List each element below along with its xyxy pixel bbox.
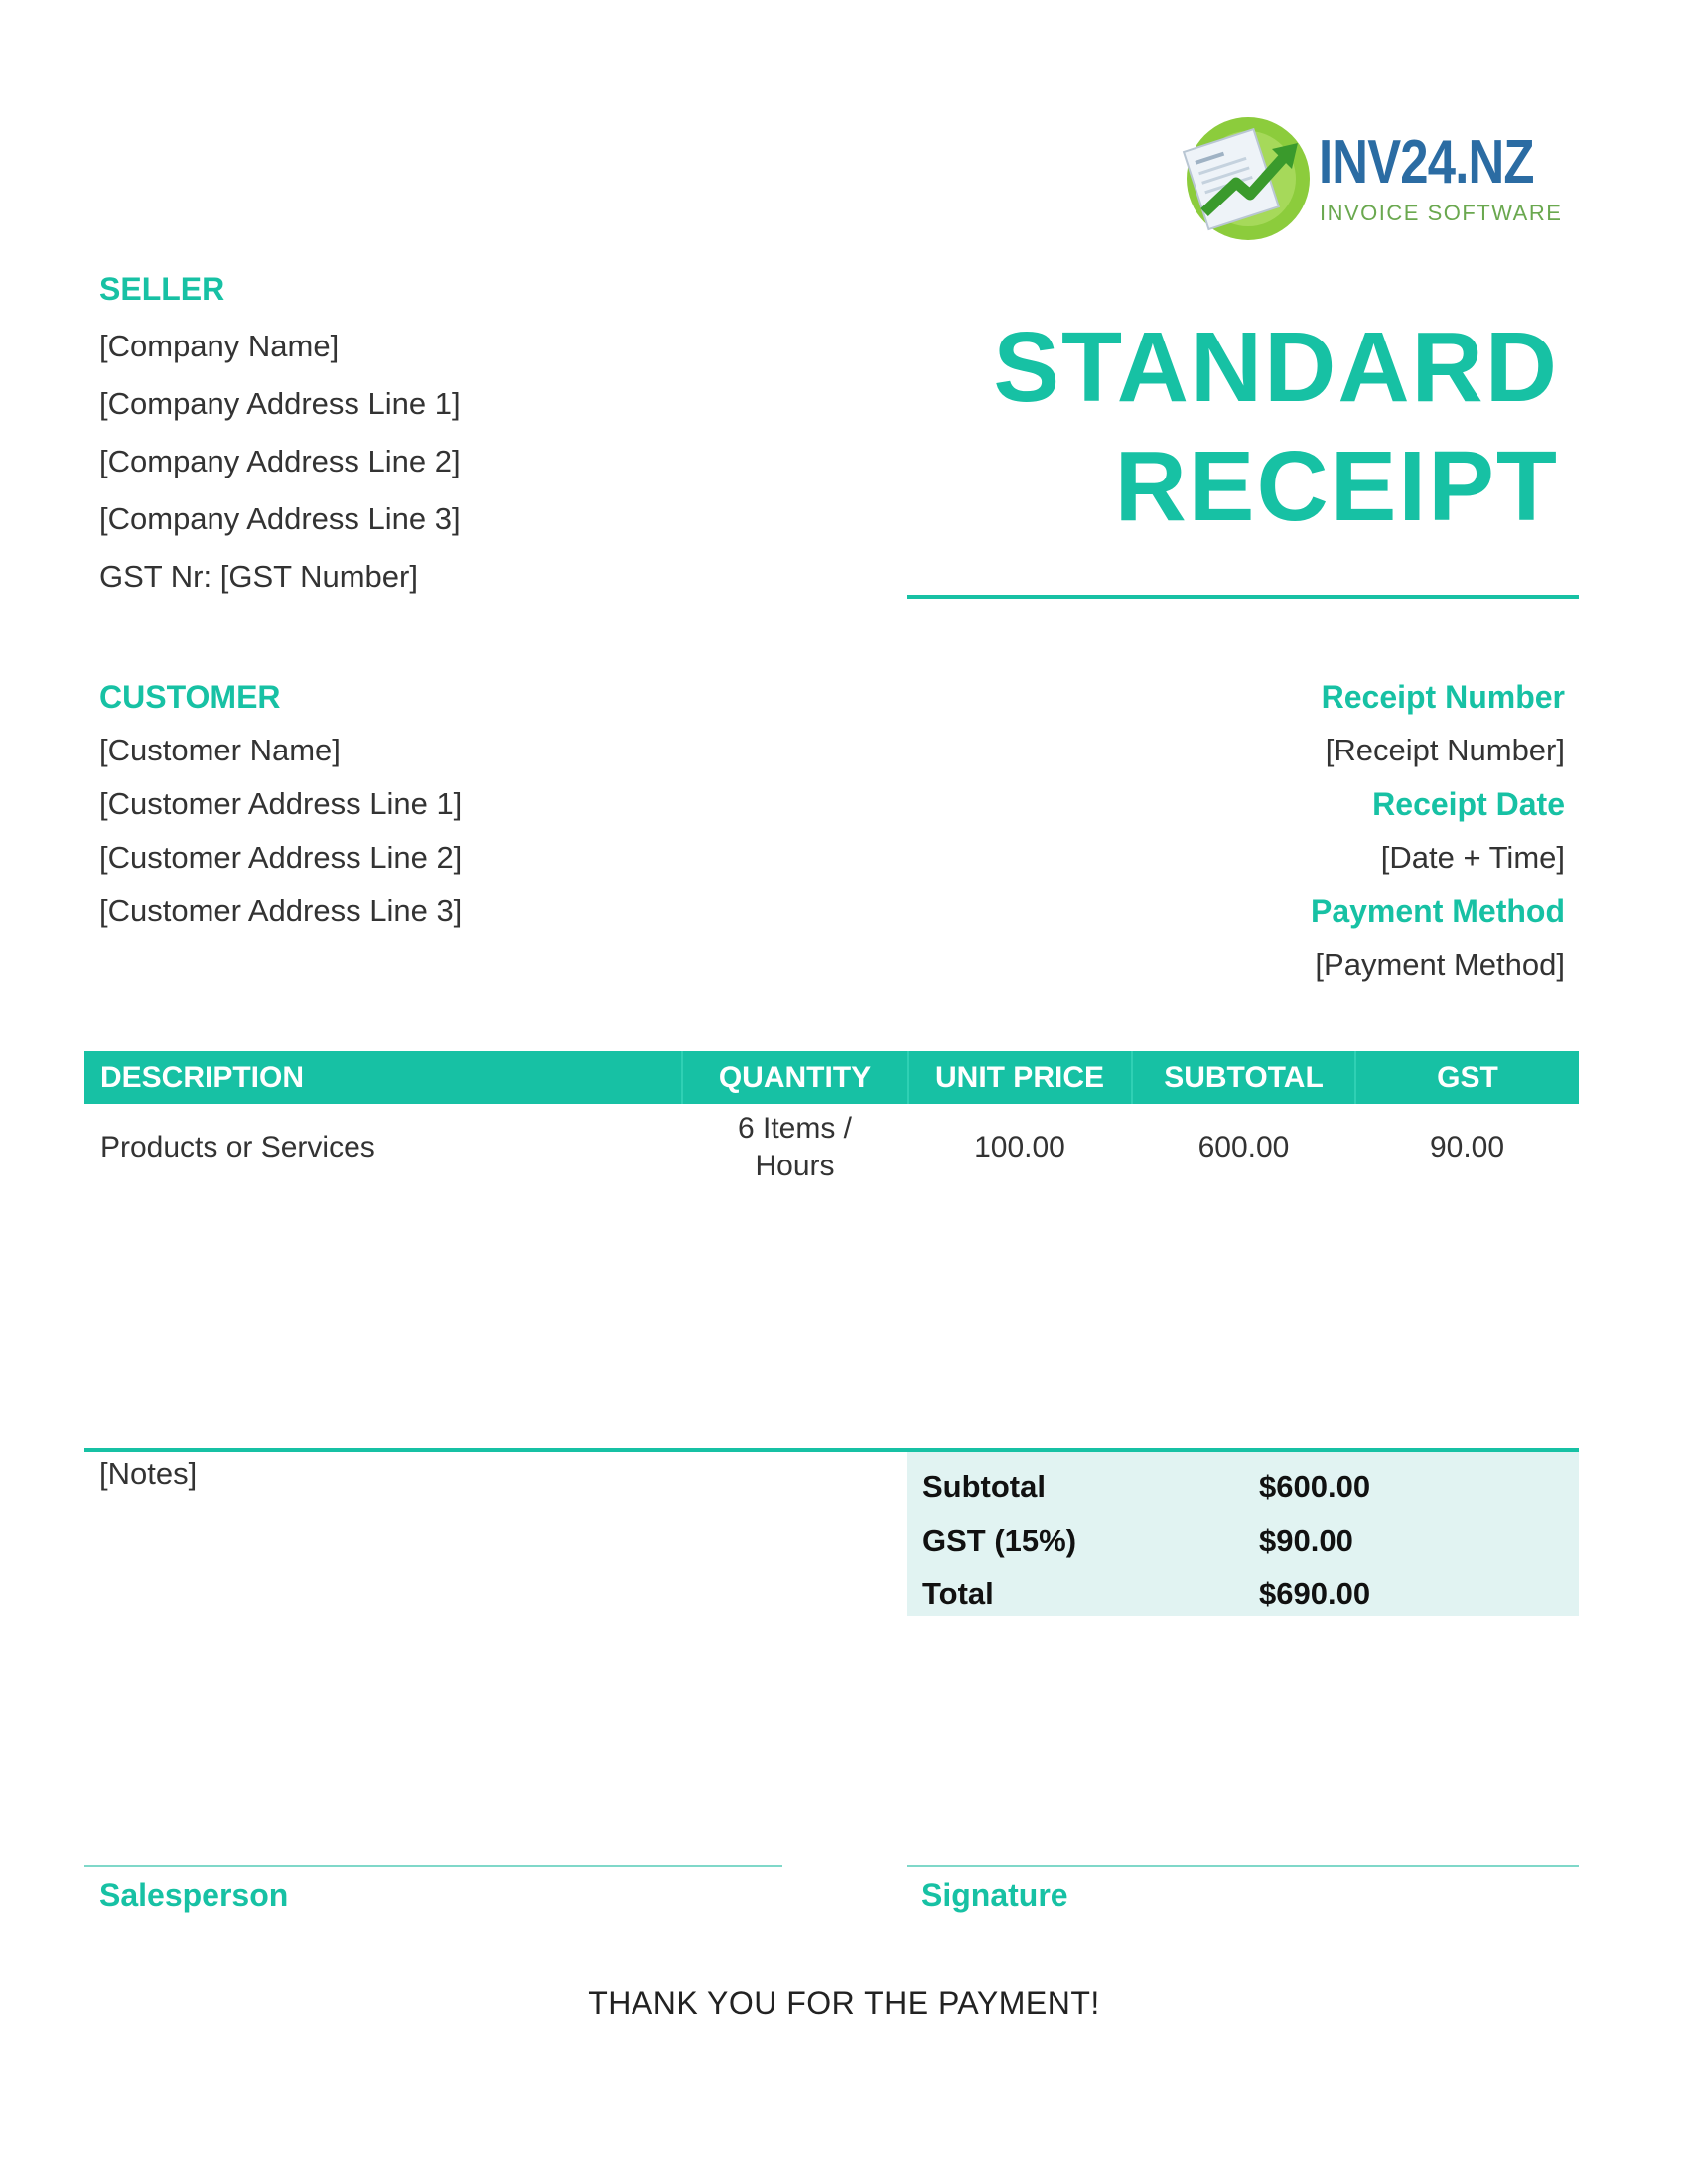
- title-line-2: RECEIPT: [1114, 431, 1559, 542]
- company-logo: [1177, 109, 1564, 243]
- customer-address-line-3: [Customer Address Line 3]: [99, 893, 463, 928]
- table-row: [84, 1104, 1579, 1191]
- payment-method-label: Payment Method: [1310, 893, 1565, 929]
- salesperson-signature-line: [84, 1865, 782, 1867]
- item-description: Products or Services: [100, 1131, 375, 1163]
- totals-box: [907, 1452, 1579, 1616]
- items-header-row: [84, 1051, 1579, 1104]
- seller-address-line-2: [Company Address Line 2]: [99, 444, 461, 478]
- seller-address-line-1: [Company Address Line 1]: [99, 386, 461, 421]
- totals-total-value: $690.00: [1259, 1576, 1371, 1611]
- logo-tagline: INVOICE SOFTWARE: [1320, 201, 1563, 225]
- header-subtotal: SUBTOTAL: [1132, 1051, 1355, 1104]
- totals-gst-label: GST (15%): [922, 1523, 1077, 1558]
- customer-address-line-1: [Customer Address Line 1]: [99, 786, 463, 821]
- receipt-date-value: [Date + Time]: [1380, 840, 1565, 875]
- title-divider: [907, 595, 1579, 599]
- receipt-number-value: [Receipt Number]: [1325, 733, 1565, 767]
- title-line-1: STANDARD: [993, 312, 1559, 423]
- seller-company-name: [Company Name]: [99, 329, 340, 363]
- item-gst: 90.00: [1429, 1131, 1505, 1163]
- customer-name: [Customer Name]: [99, 733, 341, 767]
- customer-heading: CUSTOMER: [99, 679, 281, 715]
- header-description: DESCRIPTION: [84, 1051, 682, 1104]
- thank-you-message: THANK YOU FOR THE PAYMENT!: [588, 1985, 1100, 2021]
- customer-block: [99, 670, 462, 938]
- item-quantity-line-1: 6 Items /: [737, 1112, 853, 1145]
- totals-total-label: Total: [922, 1576, 994, 1611]
- notes: [Notes]: [99, 1456, 198, 1491]
- items-table: [84, 1051, 1579, 1191]
- signature-label: Signature: [921, 1877, 1068, 1913]
- item-subtotal: 600.00: [1197, 1131, 1290, 1163]
- seller-heading: SELLER: [99, 271, 225, 307]
- item-quantity: [682, 1104, 908, 1191]
- item-quantity-line-2: Hours: [755, 1150, 835, 1182]
- seller-block: [99, 260, 461, 606]
- salesperson-label: Salesperson: [99, 1877, 289, 1913]
- customer-address-line-2: [Customer Address Line 2]: [99, 840, 463, 875]
- chart-document-icon: [1177, 109, 1316, 243]
- signature-line: [907, 1865, 1579, 1867]
- totals-subtotal-row: [907, 1460, 1579, 1514]
- receipt-meta: [1311, 670, 1565, 992]
- receipt-date-label: Receipt Date: [1372, 786, 1565, 822]
- seller-gst-number: GST Nr: [GST Number]: [99, 559, 418, 594]
- totals-gst-value: $90.00: [1259, 1523, 1353, 1558]
- totals-gst-row: [907, 1514, 1579, 1568]
- item-unit-price: 100.00: [974, 1131, 1065, 1163]
- receipt-title: [993, 308, 1559, 546]
- logo-brand: INV24.NZ: [1319, 128, 1534, 197]
- header-quantity: QUANTITY: [682, 1051, 908, 1104]
- header-unit-price: UNIT PRICE: [908, 1051, 1132, 1104]
- totals-subtotal-label: Subtotal: [922, 1469, 1046, 1504]
- seller-address-line-3: [Company Address Line 3]: [99, 501, 461, 536]
- totals-total-row: [907, 1568, 1579, 1621]
- totals-subtotal-value: $600.00: [1259, 1469, 1371, 1504]
- receipt-number-label: Receipt Number: [1321, 679, 1565, 715]
- payment-method-value: [Payment Method]: [1315, 947, 1565, 982]
- header-gst: GST: [1355, 1051, 1579, 1104]
